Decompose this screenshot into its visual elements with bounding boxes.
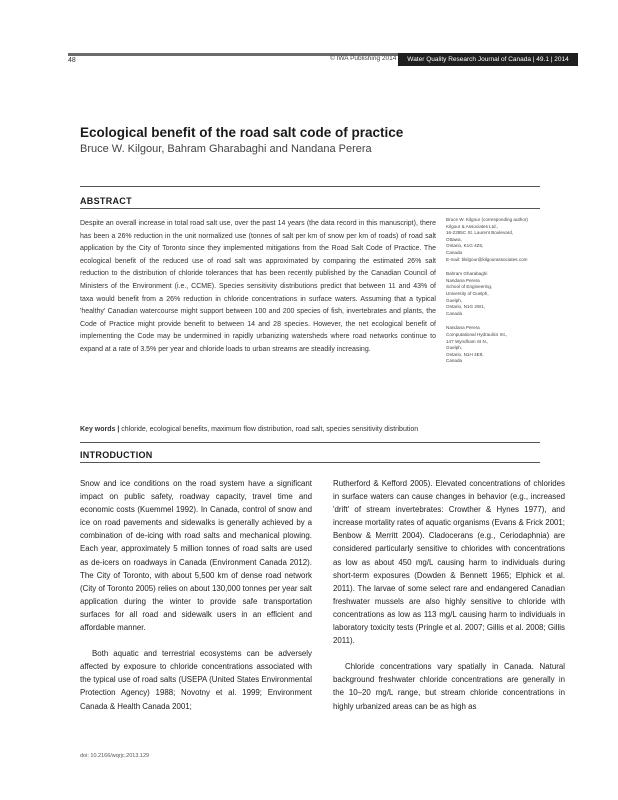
intro-top-rule (80, 442, 540, 443)
intro-paragraph: Snow and ice conditions on the road system have a significant impact on public safety, roadway capacity, travel time and economic costs (Kuemmel 1992). In Canada, control of snow and ice on road pavements and sidewalks is generally achieved by a combination of de-icing with road salts and mechanical plowing. Each year, approximately 5 million tonnes of road salts are used as de-icers on roadways in Canada (Environment Canada 2012). The City of Toronto, with about 5,500 km of dense road network (City of Toronto 2005) relies on about 130,000 tonnes per year salt application during the winter to provide safe transportation surfaces for all road and sidewalk users in an efficient and affordable manner. (80, 479, 312, 633)
abstract-heading-rule (80, 208, 540, 209)
abstract-top-rule (80, 186, 540, 187)
running-head: © IWA Publishing 2014 (330, 55, 397, 62)
abstract-heading: ABSTRACT (80, 196, 132, 206)
affiliation-email: E-mail: bkilgour@kilgourassociates.com (446, 256, 528, 262)
intro-heading: INTRODUCTION (80, 450, 153, 460)
intro-paragraph: Chloride concentrations vary spatially in Canada. Natural background freshwater chloride concentrations are generally in the 10–20 mg/L range, but stream chloride concentrations in highly urbanized areas can be as high as (333, 662, 565, 711)
article-title: Ecological benefit of the road salt code of practice (80, 125, 404, 140)
abstract-text: Despite an overall increase in total road salt use, over the past 14 years (the data record in this manuscript), there has been a 26% reduction in the unit normalized use (tonnes of salt per km of snow per km of roads) of road salt application by the City of Toronto since they implemented mitigations from the Road Salt Code of Practice. The ecological benefit of the reduced use of road salt was approximated by comparing the estimated 26% salt reduction to the distribution of chloride tolerances that has been recently published by the Canadian Council of Ministers of the Environment (i.e., CCME). Species sensitivity distributions predict that between 11 and 43% of taxa would benefit from a 26% reduction in chloride concentrations in surface waters. Assuming that a typical 'healthy' Canadian watercourse might support between 100 and 200 species of fish, invertebrates and plants, the Code of Practice might provide benefit to between 14 and 28 species. However, the net ecological benefit of implementing the Code may be undermined in rapidly urbanizing watersheds where road networks continue to expand at a rate of 3.5% per year and chloride loads to urban streams are steadily increasing. (80, 220, 436, 353)
keywords (80, 424, 436, 437)
affiliation-name: Bahram Gharabaghi (446, 271, 488, 277)
article-authors: Bruce W. Kilgour, Bahram Gharabaghi and Nandana Perera (80, 143, 372, 155)
intro-paragraph: Both aquatic and terrestrial ecosystems can be adversely affected by exposure to chloride concentrations associated with the typical use of road salts (USEPA (United States Environmental Protection Agency) 1988; Novotny et al. 1999; Environment Canada & Health Canada 2001; (80, 649, 312, 711)
affiliation-2: Bahram Gharabaghi Nandana Perera School of Engineering, University of Guelph, Guelph, Ontario, N1G 2W1, Canada (446, 271, 546, 317)
affiliation-name: Bruce W. Kilgour (corresponding author) (446, 217, 528, 222)
affiliation-3: Nandana Perera Computational Hydraulics Int., 147 Wyndham St N., Guelph, Ontario, N1H 4E9, Canada (446, 325, 546, 365)
intro-left-column (80, 477, 312, 713)
affiliation-name: Nandana Perera (446, 325, 480, 331)
affiliation-1: Bruce W. Kilgour (corresponding author) Kilgour & Associates Ltd., 16-2285C St. Laurent Boulevard, Ottawa, Ontario, K1G 4Z6, Canada E-mail: bkilgour@kilgourassociates.com (446, 217, 546, 263)
affiliations (446, 217, 546, 373)
keywords-label: Key words | (80, 426, 120, 433)
intro-right-column (333, 477, 565, 713)
doi: doi: 10.2166/wqrjc.2013.129 (80, 753, 150, 759)
intro-heading-rule (80, 462, 540, 463)
keywords-list: chloride, ecological benefits, maximum flow distribution, road salt, species sensitivity distribution (121, 426, 419, 433)
page-number: 48 (68, 57, 76, 64)
journal-name: Water Quality Research Journal of Canada | 49.1 | 2014 (398, 53, 578, 66)
intro-paragraph: Rutherford & Kefford 2005). Elevated concentrations of chlorides in surface waters can cause changes in behavior (e.g., increased 'drift' of stream invertebrates: Crowther & Hynes 1977), and increase mortality rates of aquatic organisms (Evans & Frick 2001; Benbow & Merritt 2004). Cladocerans (e.g., Ceriodaphnia) are considered particularly sensitive to chlorides with concentrations as low as about 450 mg/L causing harm to individuals during short-term exposures (Dowden & Bennett 1965; Elphick et al. 2011). The larvae of some select rare and endangered Canadian freshwater mussels are also highly sensitive to chloride with concentrations as low as 113 mg/L causing harm to individuals in laboratory toxicity tests (Pringle et al. 2007; Gillis et al. 2008; Gillis 2011). (333, 479, 565, 646)
